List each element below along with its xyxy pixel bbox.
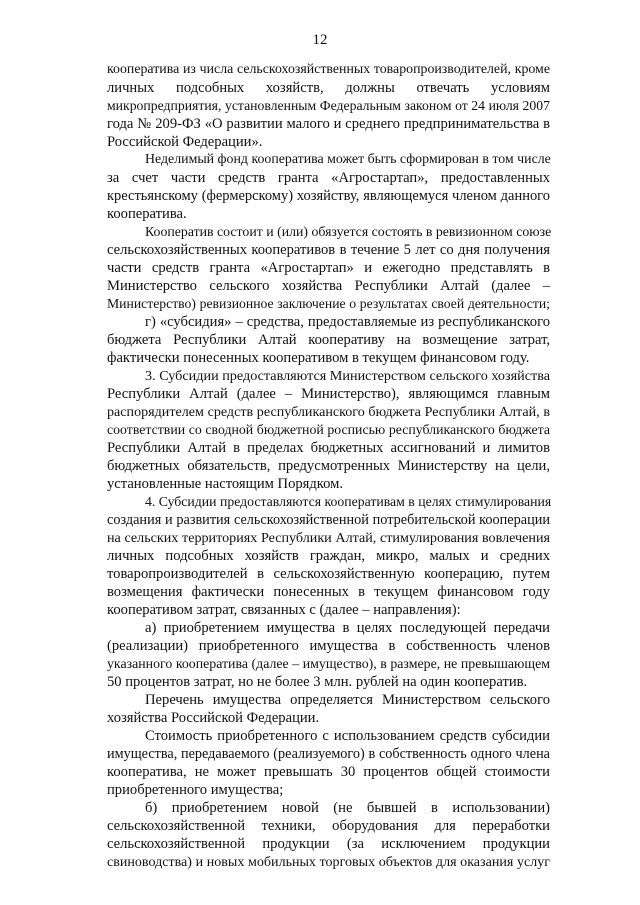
text-line: фактически понесенных кооперативом в текущем финансовом году. (107, 350, 530, 366)
text-line: Министерство) ревизионное заключение о результатах своей деятельности; (107, 296, 550, 311)
text-line: Кооператив состоит и (или) обязуется состоять в ревизионном союзе (145, 224, 552, 239)
text-line: Неделимый фонд кооператива может быть сформирован в том числе (145, 152, 551, 167)
paragraph (107, 313, 550, 367)
paragraph (107, 619, 550, 691)
text-line: кооператива, не может превышать 30 процентов общей стоимости (107, 764, 550, 780)
text-line: сельскохозяйственной техники, оборудования для переработки (107, 818, 550, 834)
paragraph (107, 223, 550, 313)
text-line: а) приобретением имущества в целях последующей передачи (145, 620, 550, 636)
text-line: части средств гранта «Агростартап» и ежегодно представлять в (107, 260, 550, 276)
text-line: Республики Алтай (далее – Министерство), являющимся главным (107, 386, 550, 402)
text-line: (реализации) приобретенного имущества в собственность членов (107, 638, 550, 654)
text-line: микропредприятия, установленным Федеральным законом от 24 июля 2007 (107, 98, 550, 113)
text-line: кооператива из числа сельскохозяйственных товаропроизводителей, кроме (107, 62, 550, 77)
text-line: кооператива. (107, 206, 187, 222)
paragraph (107, 727, 550, 799)
text-line: на сельских территориях Республики Алтай, стимулирования вовлечения (107, 530, 550, 546)
text-line: 3. Субсидии предоставляются Министерством сельского хозяйства (145, 368, 550, 384)
paragraph (107, 61, 550, 151)
text-line: Стоимость приобретенного с использованием средств субсидии (145, 728, 550, 744)
text-line: свиноводства) и новых мобильных торговых объектов для оказания услуг (107, 854, 550, 870)
text-line: Республики Алтай в пределах бюджетных ассигнований и лимитов (107, 440, 550, 456)
text-line: хозяйства Российской Федерации. (107, 710, 320, 726)
document-body (107, 61, 550, 871)
text-line: приобретенного имущества; (107, 782, 284, 798)
text-line: имущества, передаваемого (реализуемого) в собственность одного члена (107, 746, 550, 762)
text-line: сельскохозяйственных кооперативов в течение 5 лет со дня получения (107, 242, 550, 258)
text-line: соответствии со сводной бюджетной росписью республиканского бюджета (107, 422, 550, 437)
text-line: товаропроизводителей в сельскохозяйственную кооперацию, путем (107, 566, 550, 582)
text-line: г) «субсидия» – средства, предоставляемые из республиканского (145, 314, 550, 330)
text-line: распорядителем средств республиканского бюджета Республики Алтай, в (107, 404, 550, 420)
text-line: бюджета Республики Алтай кооперативу на возмещение затрат, (107, 332, 550, 348)
text-line: Российской Федерации». (107, 134, 263, 150)
text-line: личных подсобных хозяйств граждан, микро, малых и средних (107, 548, 550, 564)
paragraph (107, 799, 550, 871)
text-line: 4. Субсидии предоставляются кооперативам в целях стимулирования (145, 494, 552, 509)
page-number: 12 (312, 32, 328, 48)
text-line: указанного кооператива (далее – имущество), в размере, не превышающем (107, 656, 550, 671)
text-line: 50 процентов затрат, но не более 3 млн. рублей на один кооператив. (107, 674, 528, 690)
text-line: личных подсобных хозяйств, должны отвечать условиям (107, 80, 550, 96)
paragraph (107, 367, 550, 493)
text-line: кооперативом затрат, связанных с (далее – направления): (107, 602, 461, 618)
text-line: Перечень имущества определяется Министерством сельского (145, 692, 550, 708)
paragraph (107, 691, 550, 727)
text-line: сельскохозяйственной продукции (за исключением продукции (107, 836, 550, 852)
text-line: года № 209-ФЗ «О развитии малого и среднего предпринимательства в (107, 116, 550, 132)
paragraph (107, 493, 550, 619)
text-line: возмещения фактически понесенных в текущем финансовом году (107, 584, 550, 600)
text-line: бюджетных обязательств, предусмотренных Министерству на цели, (107, 458, 550, 474)
text-line: крестьянскому (фермерскому) хозяйству, являющемуся членом данного (107, 188, 550, 204)
paragraph (107, 151, 550, 223)
text-line: Министерство сельского хозяйства Республики Алтай (далее – (107, 278, 550, 294)
text-line: за счет части средств гранта «Агростартап», предоставленных (107, 170, 550, 186)
text-line: б) приобретением новой (не бывшей в использовании) (145, 800, 550, 816)
text-line: создания и развития сельскохозяйственной потребительской кооперации (107, 512, 550, 528)
text-line: установленные настоящим Порядком. (107, 476, 344, 492)
